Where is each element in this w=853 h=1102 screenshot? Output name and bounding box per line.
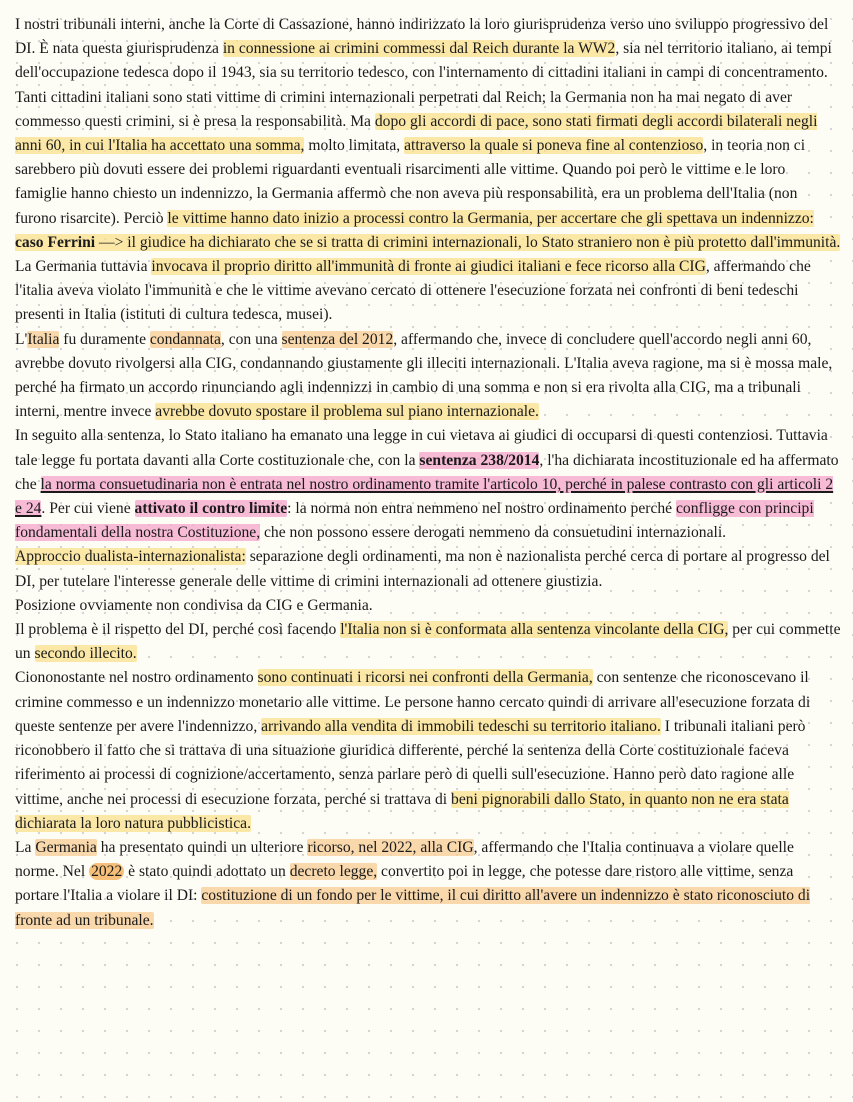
text: I tribunali italiani però riconobbero il fatto che si trattava di una situazione giuridica differente, perché la sentenza della Corte costituzionale faceva riferimento ai processi di cognizione/accertamento, senza parlare però di quelli sull'esecuzione. Hanno però dato ragione alle vittime, anche nei processi di esecuzione forzata, perché si trattava di (15, 717, 806, 808)
highlight: beni pignorabili dallo Stato, in quanto non ne era stata dichiarata la loro natura pubblicistica. (15, 790, 789, 832)
text: I nostri tribunali interni, anche la Corte di Cassazione, hanno indirizzato la loro giurisprudenza verso uno sviluppo progressivo del DI. È nata questa giurisprudenza (15, 16, 829, 58)
highlight: Approccio dualista-internazionalista: (15, 548, 246, 566)
text: , affermando che l'italia aveva violato l'immunità e che le vittime avevano cercato di ottenere l'esecuzione forzata nei confronti di beni tedeschi presenti in Italia (istituti di cultura tedesca, musei). (15, 258, 811, 324)
highlight: condannata (149, 330, 221, 348)
highlight: avrebbe dovuto spostare il problema sul piano internazionale. (155, 403, 539, 421)
highlight-underlined: la norma consuetudinaria non è entrata nel nostro ordinamento tramite l'articolo 10, perché in palese contrasto con gli articoli 2 e 24 (15, 475, 834, 518)
text: , l'ha dichiarata incostituzionale ed ha affermato che (15, 451, 839, 493)
highlight: secondo illecito. (34, 645, 137, 663)
paragraph-second-illicit (15, 618, 841, 666)
paragraph-german-crimes (15, 13, 841, 328)
text: In seguito alla sentenza, lo Stato italiano ha emanato una legge in cui vietava ai giudici di occuparsi di questi contenziosi. Tuttavia tale legge fu portata davanti alla Corte costituzionale che, con la (15, 427, 828, 469)
paragraph-continued-claims (15, 666, 841, 835)
text: , in teoria non ci sarebbero più dovuti essere dei problemi riguardanti eventuali risarcimenti alle vittime. Quando poi però le vittime e le loro famiglie hanno chiesto un indennizzo, la Germania affermò che non aveva più responsabilità, era un problema dell'Italia (non furono risarcite). Perciò (15, 137, 806, 227)
highlight: invocava il proprio diritto all'immunità di fronte ai giudici italiani e fece ricorso alla CIG (151, 258, 706, 276)
paragraph-2022-decree (15, 836, 841, 933)
text: è stato quindi adottato un (124, 863, 290, 881)
highlight: attraverso la quale si poneva fine al contenzioso (404, 137, 704, 155)
text: molto limitata, (304, 137, 405, 155)
paragraph-dualist-approach (15, 545, 841, 593)
highlight: decreto legge, (289, 863, 378, 881)
highlight: sentenza del 2012 (281, 330, 394, 348)
highlight: arrivando alla vendita di immobili tedeschi su territorio italiano. (261, 717, 661, 735)
highlight-bold: attivato il contro limite (134, 500, 288, 518)
text: . Per cui viene (41, 500, 135, 518)
paragraph-constitutional-court (15, 424, 841, 545)
text: : la norma non entra nemmeno nel nostro ordinamento perché (287, 500, 676, 518)
paragraph-2012-ruling (15, 328, 841, 425)
highlight: l'Italia non si è conformata alla sentenza vincolante della CIG, (340, 621, 729, 639)
highlight: ricorso, nel 2022, alla CIG (307, 838, 474, 856)
text: separazione degli ordinamenti, ma non è nazionalista perché cerca di portare al progresso del DI, per tutelare l'interesse generale delle vittime di crimini internazionali ad ottenere giustizia. (15, 548, 830, 590)
paragraph-position (15, 594, 841, 618)
text: , sia nel territorio italiano, ai tempi dell'occupazione tedesca dopo il 1943, sia su territorio tedesco, con l'internamento di cittadini italiani in campi di concentramento. Tanti cittadini italiani sono stati vittime di crimini internazionali perpetrati dal Reich; la Germania non ha mai negato di aver commesso questi crimini, si è presa la responsabilità. Ma (15, 40, 832, 130)
text: Ciononostante nel nostro ordinamento (15, 669, 258, 687)
highlight: Germania (35, 838, 97, 856)
circled-year: 2022 (91, 863, 123, 881)
text: Il problema è il rispetto del DI, perché così facendo (15, 621, 341, 639)
text: , con una (220, 330, 282, 348)
text: , affermando che l'Italia continuava a violare quelle norme. Nel (15, 838, 794, 881)
text: convertito poi in legge, che potesse dare ristoro alle vittime, senza portare l'Italia a violare il DI: (15, 863, 794, 905)
highlight: confligge con principi fondamentali della nostra Costituzione, (15, 500, 814, 542)
text: fu duramente (59, 330, 150, 348)
text: Posizione ovviamente non condivisa da CIG e Germania. (15, 596, 373, 614)
text: La (15, 838, 36, 856)
text: che non possono essere derogati nemmeno da consuetudini internazionali. (260, 524, 727, 542)
text: , affermando che, invece di concludere quell'accordo negli anni 60, avrebbe dovuto rivolgersi alla CIG, condannando giustamente gli illeciti internazionali. L'Italia aveva ragione, ma si è mossa male, perché ha firmato un accordo rinunciando agli indennizzi in cambio di una somma e non si era rivolta alla CIG, ma a tribunali interni, mentre invece (15, 330, 833, 421)
text: ha presentato quindi un ulteriore (96, 838, 308, 856)
highlight: in connessione ai crimini commessi dal Reich durante la WW2 (222, 40, 616, 58)
text: L' (15, 330, 28, 348)
highlight: dopo gli accordi di pace, sono stati firmati degli accordi bilaterali negli anni 60, in cui l'Italia ha accettato una somma, (15, 112, 818, 155)
highlight-text: le vittime hanno dato inizio a processi contro la Germania, per accertare che gli spettava un indennizzo: (167, 209, 814, 227)
text: per cui commette un (15, 621, 841, 663)
text: con sentenze che riconoscevano il crimine commesso e un indennizzo monetario alle vittime. Le persone hanno cercato quindi di arrivare all'esecuzione forzata di queste sentenze per avere l'indennizzo, (15, 669, 811, 735)
highlight: Italia (27, 330, 60, 348)
highlight-bold: sentenza 238/2014 (419, 451, 540, 469)
highlight-text: —> il giudice ha dichiarato che se si tratta di crimini internazionali, lo Stato straniero non è più protetto dall'immunità. (95, 233, 841, 251)
document-body (15, 13, 841, 933)
bold-case-name: caso Ferrini (15, 233, 96, 251)
text: La Germania tuttavia (15, 258, 152, 276)
highlight: sono continuati i ricorsi nei confronti della Germania, (257, 669, 593, 687)
highlight: costituzione di un fondo per le vittime, il cui diritto all'avere un indennizzo è stato riconosciuto di fronte ad un tribunale. (15, 887, 811, 929)
